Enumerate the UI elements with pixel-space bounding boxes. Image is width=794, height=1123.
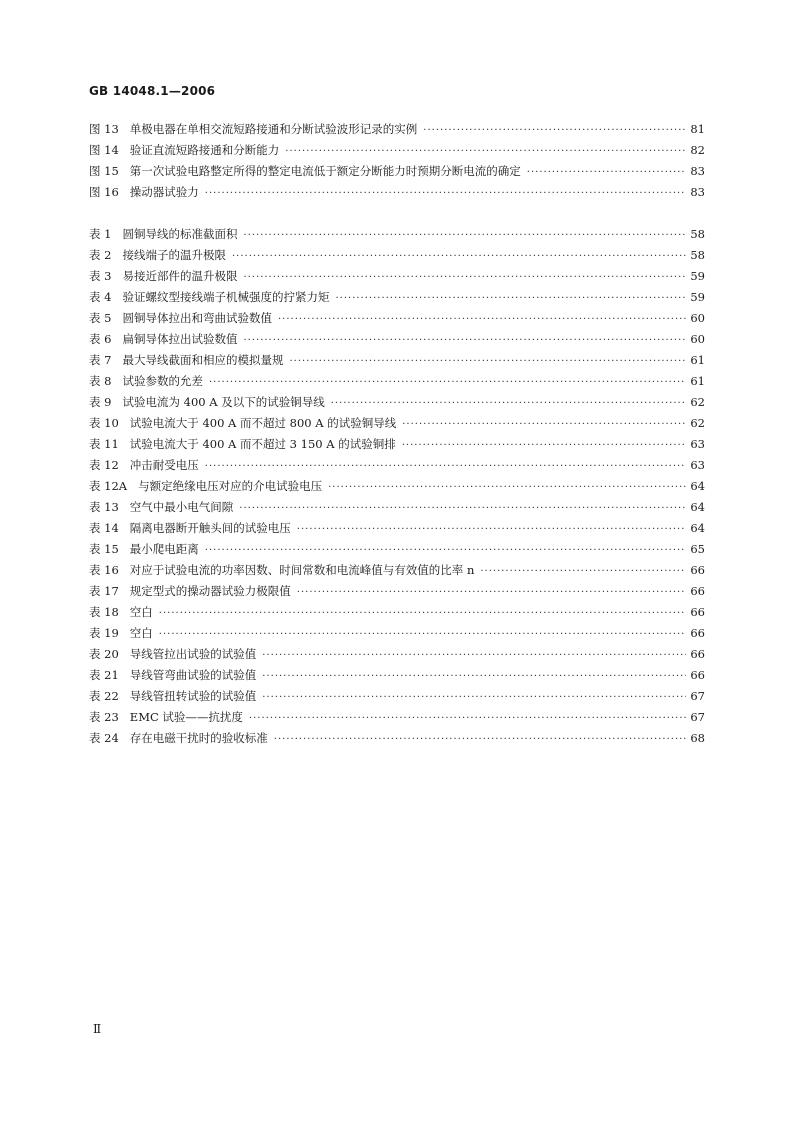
table-page-number: 66 (690, 626, 705, 640)
table-label: 表 23 (89, 710, 119, 724)
table-page-number: 58 (690, 227, 705, 241)
table-title: 空白 (129, 626, 153, 640)
dot-leader (205, 183, 687, 204)
table-title: 最小爬电距离 (129, 542, 199, 556)
table-title: 扁铜导体拉出试验数值 (122, 332, 238, 346)
table-page-number: 62 (690, 416, 705, 430)
dot-leader (243, 330, 686, 351)
table-title: 验证螺纹型接线端子机械强度的拧紧力矩 (122, 290, 330, 304)
figure-page-number: 83 (690, 185, 705, 199)
table-title: 空白 (129, 605, 153, 619)
table-page-number: 61 (690, 353, 705, 367)
table-label: 表 2 (89, 248, 112, 262)
table-entry[interactable] (89, 287, 705, 308)
table-entry[interactable] (89, 623, 705, 644)
table-label: 表 7 (89, 353, 112, 367)
table-page-number: 66 (690, 647, 705, 661)
table-page-number: 62 (690, 395, 705, 409)
figure-entry[interactable] (89, 161, 705, 182)
table-entry[interactable] (89, 581, 705, 602)
dot-leader (243, 225, 686, 246)
dot-leader (331, 393, 687, 414)
table-entry[interactable] (89, 371, 705, 392)
table-entry[interactable] (89, 434, 705, 455)
figure-label: 图 16 (89, 185, 119, 199)
table-title: 与额定绝缘电压对应的介电试验电压 (138, 479, 323, 493)
dot-leader (278, 309, 686, 330)
dot-leader (262, 687, 686, 708)
figure-title: 操动器试验力 (129, 185, 199, 199)
figure-title: 验证直流短路接通和分断能力 (129, 143, 280, 157)
table-label: 表 10 (89, 416, 119, 430)
table-label: 表 4 (89, 290, 112, 304)
table-title: 试验电流大于 400 A 而不超过 800 A 的试验铜导线 (129, 416, 397, 430)
page-number: Ⅱ (93, 1022, 102, 1036)
table-page-number: 63 (690, 458, 705, 472)
table-label: 表 20 (89, 647, 119, 661)
table-title: 对应于试验电流的功率因数、时间常数和电流峰值与有效值的比率 n (129, 563, 475, 577)
table-label: 表 14 (89, 521, 119, 535)
dot-leader (335, 288, 686, 309)
table-page-number: 60 (690, 311, 705, 325)
dot-leader (289, 351, 686, 372)
dot-leader (274, 729, 687, 750)
table-title: 接线端子的温升极限 (122, 248, 226, 262)
table-list (89, 224, 705, 749)
figure-page-number: 81 (690, 122, 705, 136)
dot-leader (232, 246, 686, 267)
table-title: 试验电流为 400 A 及以下的试验铜导线 (122, 395, 325, 409)
table-entry[interactable] (89, 476, 705, 497)
table-label: 表 17 (89, 584, 119, 598)
figure-page-number: 82 (690, 143, 705, 157)
dot-leader (205, 456, 687, 477)
table-entry[interactable] (89, 392, 705, 413)
table-title: 导线管拉出试验的试验值 (129, 647, 257, 661)
table-entry[interactable] (89, 560, 705, 581)
figure-title: 第一次试验电路整定所得的整定电流低于额定分断能力时预期分断电流的确定 (129, 164, 521, 178)
table-label: 表 21 (89, 668, 119, 682)
table-entry[interactable] (89, 455, 705, 476)
figure-label: 图 15 (89, 164, 119, 178)
figure-entry[interactable] (89, 140, 705, 161)
dot-leader (480, 561, 686, 582)
table-label: 表 12 (89, 458, 119, 472)
dot-leader (239, 498, 686, 519)
figure-entry[interactable] (89, 182, 705, 203)
table-page-number: 67 (690, 689, 705, 703)
table-title: 最大导线截面和相应的模拟量规 (122, 353, 284, 367)
dot-leader (159, 624, 687, 645)
table-page-number: 67 (690, 710, 705, 724)
table-label: 表 13 (89, 500, 119, 514)
table-page-number: 65 (690, 542, 705, 556)
table-page-number: 59 (690, 269, 705, 283)
table-page-number: 59 (690, 290, 705, 304)
table-label: 表 12A (89, 479, 128, 493)
table-page-number: 63 (690, 437, 705, 451)
dot-leader (402, 414, 686, 435)
table-page-number: 66 (690, 584, 705, 598)
table-title: 圆铜导体拉出和弯曲试验数值 (122, 311, 272, 325)
table-entry[interactable] (89, 266, 705, 287)
table-label: 表 1 (89, 227, 112, 241)
table-entry[interactable] (89, 224, 705, 245)
dot-leader (285, 141, 686, 162)
dot-leader (209, 372, 686, 393)
table-page-number: 64 (690, 521, 705, 535)
table-page-number: 66 (690, 668, 705, 682)
table-entry[interactable] (89, 707, 705, 728)
table-title: 空气中最小电气间隙 (129, 500, 234, 514)
table-entry[interactable] (89, 308, 705, 329)
figure-entry[interactable] (89, 119, 705, 140)
table-entry[interactable] (89, 665, 705, 686)
dot-leader (527, 162, 687, 183)
figure-list (89, 119, 705, 203)
table-page-number: 61 (690, 374, 705, 388)
dot-leader (262, 666, 686, 687)
table-label: 表 18 (89, 605, 119, 619)
figure-title: 单极电器在单相交流短路接通和分断试验波形记录的实例 (129, 122, 418, 136)
table-entry[interactable] (89, 686, 705, 707)
table-title: 冲击耐受电压 (129, 458, 199, 472)
figure-label: 图 14 (89, 143, 119, 157)
table-label: 表 15 (89, 542, 119, 556)
standard-code: GB 14048.1—2006 (89, 84, 216, 98)
table-label: 表 22 (89, 689, 119, 703)
table-entry[interactable] (89, 413, 705, 434)
table-entry[interactable] (89, 518, 705, 539)
table-title: 试验电流大于 400 A 而不超过 3 150 A 的试验铜排 (129, 437, 396, 451)
table-page-number: 66 (690, 563, 705, 577)
table-label: 表 11 (89, 437, 119, 451)
dot-leader (328, 477, 686, 498)
table-title: 存在电磁干扰时的验收标准 (129, 731, 268, 745)
dot-leader (205, 540, 687, 561)
table-title: 导线管弯曲试验的试验值 (129, 668, 257, 682)
table-title: EMC 试验——抗扰度 (129, 710, 243, 724)
dot-leader (402, 435, 687, 456)
table-title: 易接近部件的温升极限 (122, 269, 238, 283)
table-label: 表 5 (89, 311, 112, 325)
table-entry[interactable] (89, 602, 705, 623)
dot-leader (159, 603, 687, 624)
table-entry[interactable] (89, 329, 705, 350)
table-entry[interactable] (89, 350, 705, 371)
table-label: 表 6 (89, 332, 112, 346)
table-label: 表 19 (89, 626, 119, 640)
table-label: 表 16 (89, 563, 119, 577)
table-page-number: 64 (690, 500, 705, 514)
table-entry[interactable] (89, 644, 705, 665)
dot-leader (297, 519, 687, 540)
table-title: 导线管扭转试验的试验值 (129, 689, 257, 703)
table-page-number: 68 (690, 731, 705, 745)
table-label: 表 24 (89, 731, 119, 745)
table-page-number: 58 (690, 248, 705, 262)
figure-page-number: 83 (690, 164, 705, 178)
table-entry[interactable] (89, 728, 705, 749)
dot-leader (243, 267, 686, 288)
dot-leader (423, 120, 686, 141)
table-title: 规定型式的操动器试验力极限值 (129, 584, 291, 598)
table-label: 表 8 (89, 374, 112, 388)
table-page-number: 60 (690, 332, 705, 346)
table-title: 圆铜导线的标准截面积 (122, 227, 238, 241)
table-entry[interactable] (89, 539, 705, 560)
table-label: 表 3 (89, 269, 112, 283)
dot-leader (262, 645, 686, 666)
dot-leader (297, 582, 687, 603)
dot-leader (249, 708, 686, 729)
table-entry[interactable] (89, 497, 705, 518)
table-page-number: 64 (690, 479, 705, 493)
table-entry[interactable] (89, 245, 705, 266)
table-title: 试验参数的允差 (122, 374, 203, 388)
figure-label: 图 13 (89, 122, 119, 136)
table-label: 表 9 (89, 395, 112, 409)
table-page-number: 66 (690, 605, 705, 619)
table-title: 隔离电器断开触头间的试验电压 (129, 521, 291, 535)
